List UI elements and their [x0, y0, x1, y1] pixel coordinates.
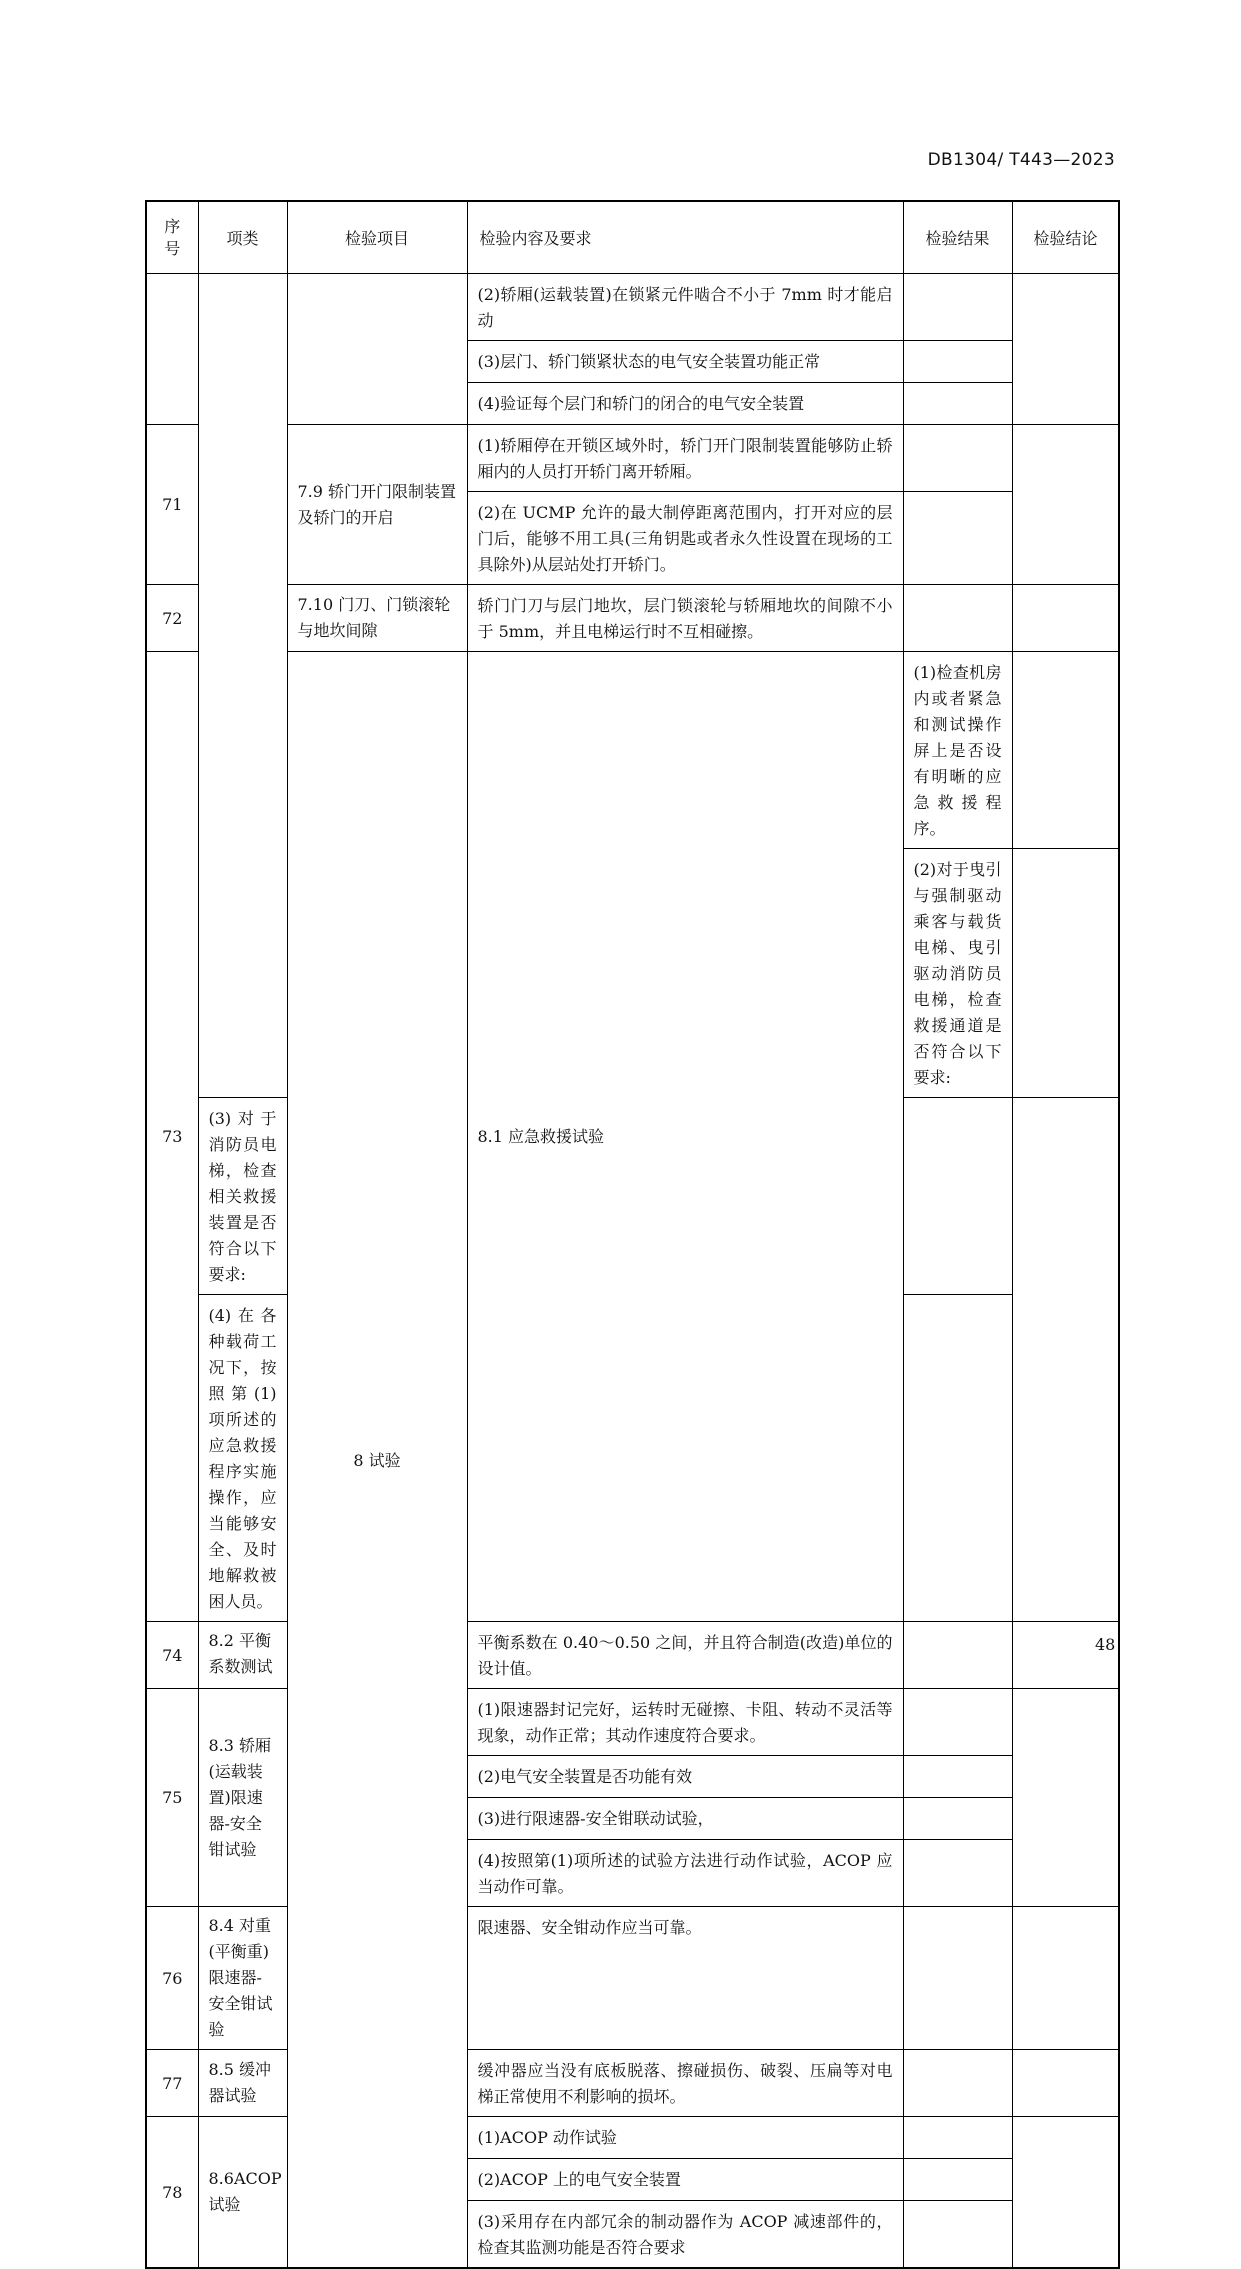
- conclusion-cell: [1012, 2050, 1119, 2117]
- requirement-cell: (1)轿厢停在开锁区域外时，轿门开门限制装置能够防止轿厢内的人员打开轿门离开轿厢。: [467, 425, 903, 492]
- column-header-item: 检验项目: [287, 201, 467, 274]
- row-no-cell: 72: [146, 585, 198, 652]
- column-header-no: [146, 201, 198, 274]
- table-row: [146, 274, 1119, 341]
- requirement-cell: (3)进行限速器-安全钳联动试验，: [467, 1798, 903, 1840]
- row-no-cell: 78: [146, 2117, 198, 2269]
- requirement-cell: 轿门门刀与层门地坎，层门锁滚轮与轿厢地坎的间隙不小于 5mm，并且电梯运行时不互相碰擦。: [467, 585, 903, 652]
- column-header-no-line2: 号: [164, 238, 181, 258]
- result-cell: [903, 1798, 1012, 1840]
- requirement-cell: (1)检查机房内或者紧急和测试操作屏上是否设有明晰的应急救援程序。: [903, 652, 1012, 849]
- conclusion-cell: [1012, 425, 1119, 585]
- table-header-row: [146, 201, 1119, 274]
- result-cell: [903, 2117, 1012, 2159]
- row-no-cell: 75: [146, 1689, 198, 1907]
- row-no-cell: [146, 274, 198, 425]
- result-cell: [903, 1756, 1012, 1798]
- conclusion-cell: [1012, 1907, 1119, 2050]
- requirement-cell: (4)在各种载荷工况下，按照第(1)项所述的应急救援程序实施操作，应当能够安全、及时地解救被困人员。: [198, 1295, 287, 1622]
- requirement-cell: (2)电气安全装置是否功能有效: [467, 1756, 903, 1798]
- conclusion-cell: [1012, 1689, 1119, 1907]
- item-cell: 7.10 门刀、门锁滚轮与地坎间隙: [287, 585, 467, 652]
- requirement-cell: (2)在 UCMP 允许的最大制停距离范围内，打开对应的层门后，能够不用工具(三角钥匙或者永久性设置在现场的工具除外)从层站处打开轿门。: [467, 492, 903, 585]
- table-row: [146, 425, 1119, 492]
- requirement-cell: (3)层门、轿门锁紧状态的电气安全装置功能正常: [467, 341, 903, 383]
- requirement-cell: (3)采用存在内部冗余的制动器作为 ACOP 减速部件的，检查其监测功能是否符合要求: [467, 2201, 903, 2269]
- result-cell: [903, 1840, 1012, 1907]
- result-cell: [903, 1295, 1012, 1622]
- result-cell: [903, 2201, 1012, 2269]
- result-cell: [903, 2050, 1012, 2117]
- result-cell: [903, 425, 1012, 492]
- category-cell-7: [198, 274, 287, 1098]
- requirement-cell: (3)对于消防员电梯，检查相关救援装置是否符合以下要求:: [198, 1098, 287, 1295]
- item-cell: 8.2 平衡系数测试: [198, 1622, 287, 1689]
- row-no-cell: 76: [146, 1907, 198, 2050]
- category-cell-8: 8 试验: [287, 652, 467, 2269]
- item-cell: 8.4 对重(平衡重)限速器-安全钳试验: [198, 1907, 287, 2050]
- result-cell: [903, 585, 1012, 652]
- result-cell: [1012, 652, 1119, 849]
- result-cell: [903, 274, 1012, 341]
- conclusion-cell: [1012, 274, 1119, 425]
- requirement-cell: 限速器、安全钳动作应当可靠。: [467, 1907, 903, 2050]
- item-cell: 8.5 缓冲器试验: [198, 2050, 287, 2117]
- item-cell: [287, 274, 467, 425]
- item-cell: 8.1 应急救援试验: [467, 652, 903, 1622]
- result-cell: [903, 1622, 1012, 1689]
- conclusion-cell: [1012, 585, 1119, 652]
- result-cell: [903, 1098, 1012, 1295]
- requirement-cell: 缓冲器应当没有底板脱落、擦碰损伤、破裂、压扁等对电梯正常使用不利影响的损坏。: [467, 2050, 903, 2117]
- column-header-category: 项类: [198, 201, 287, 274]
- conclusion-cell: [1012, 1622, 1119, 1689]
- result-cell: [903, 492, 1012, 585]
- requirement-cell: (1)ACOP 动作试验: [467, 2117, 903, 2159]
- row-no-cell: 77: [146, 2050, 198, 2117]
- table-row: [146, 652, 1119, 849]
- inspection-table: [145, 200, 1120, 2269]
- item-cell: 8.6ACOP 试验: [198, 2117, 287, 2269]
- row-no-cell: 74: [146, 1622, 198, 1689]
- row-no-cell: 71: [146, 425, 198, 585]
- page-number: 48: [1095, 1635, 1116, 1654]
- item-cell: 7.9 轿门开门限制装置及轿门的开启: [287, 425, 467, 585]
- requirement-cell: 平衡系数在 0.40～0.50 之间，并且符合制造(改造)单位的设计值。: [467, 1622, 903, 1689]
- item-cell: 8.3 轿厢(运载装置)限速器-安全钳试验: [198, 1689, 287, 1907]
- requirement-cell: (2)ACOP 上的电气安全装置: [467, 2159, 903, 2201]
- column-header-conclusion: 检验结论: [1012, 201, 1119, 274]
- conclusion-cell: [1012, 2117, 1119, 2269]
- column-header-result: 检验结果: [903, 201, 1012, 274]
- document-code: DB1304/ T443—2023: [927, 150, 1115, 170]
- result-cell: [903, 2159, 1012, 2201]
- requirement-cell: (1)限速器封记完好，运转时无碰擦、卡阻、转动不灵活等现象，动作正常；其动作速度符合要求。: [467, 1689, 903, 1756]
- result-cell: [903, 1689, 1012, 1756]
- result-cell: [903, 383, 1012, 425]
- requirement-cell: (4)按照第(1)项所述的试验方法进行动作试验，ACOP 应当动作可靠。: [467, 1840, 903, 1907]
- table-row: [146, 585, 1119, 652]
- row-no-cell: 73: [146, 652, 198, 1622]
- result-cell: [903, 1907, 1012, 2050]
- column-header-requirement: 检验内容及要求: [467, 201, 903, 274]
- column-header-no-line1: 序: [164, 216, 181, 236]
- result-cell: [903, 341, 1012, 383]
- requirement-cell: (2)轿厢(运载装置)在锁紧元件啮合不小于 7mm 时才能启动: [467, 274, 903, 341]
- result-cell: [1012, 849, 1119, 1098]
- requirement-cell: (2)对于曳引与强制驱动乘客与载货电梯、曳引驱动消防员电梯，检查救援通道是否符合以下要求:: [903, 849, 1012, 1098]
- requirement-cell: (4)验证每个层门和轿门的闭合的电气安全装置: [467, 383, 903, 425]
